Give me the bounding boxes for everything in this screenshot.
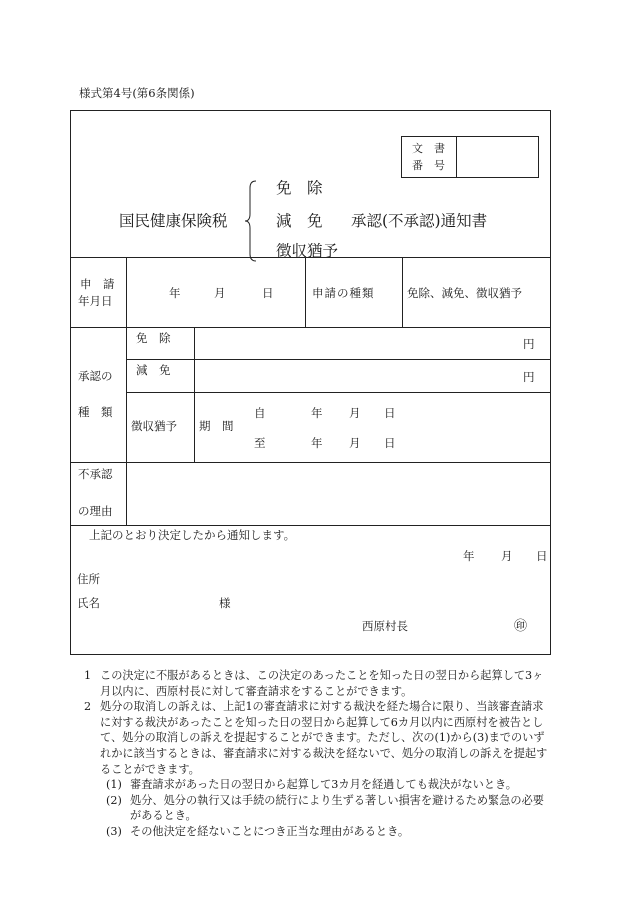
- application-year: 年: [169, 286, 181, 300]
- approval-exemption: 免 除: [136, 331, 171, 345]
- sub-note-number: (2): [106, 793, 122, 807]
- form-number: 様式第4号(第6条関係): [79, 86, 195, 100]
- approval-label-2: 種 類: [78, 405, 113, 419]
- application-day: 日: [262, 286, 274, 300]
- title-option-reduction: 減 免: [276, 212, 323, 230]
- note-number: 2: [84, 700, 92, 714]
- notice-statement: 上記のとおり決定したから通知します。: [89, 528, 296, 542]
- title-option-deferral: 徴収猶予: [276, 242, 339, 260]
- notes: [84, 668, 554, 840]
- period-to-month: 月: [349, 436, 361, 450]
- application-kind-label: 申請の種類: [312, 286, 375, 300]
- period-to-year: 年: [311, 436, 323, 450]
- sub-note-item: [84, 824, 554, 840]
- brace-icon: [243, 180, 259, 262]
- name-label: 氏名: [77, 596, 100, 610]
- application-date-label-2: 年月日: [78, 294, 113, 308]
- notice-day: 日: [536, 549, 548, 563]
- approval-exemption-yen: 円: [523, 337, 535, 351]
- note-text: この決定に不服があるときは、この決定のあったことを知った日の翌日から起算して3ヶ月以内に、西原村長に対して審査請求をすることができます。: [100, 669, 544, 698]
- rejection-label-1: 不承認: [78, 467, 113, 481]
- title-option-exemption: 免 除: [276, 179, 323, 197]
- sub-note-item: [84, 793, 554, 824]
- approval-period: 期 間: [199, 419, 234, 433]
- period-from-day: 日: [384, 406, 396, 420]
- doc-number-label-1: 文 書: [412, 142, 445, 155]
- note-item: [84, 699, 554, 777]
- approval-deferral: 徴収猶予: [131, 419, 177, 433]
- doc-number-label-2: 番 号: [412, 159, 445, 172]
- seal-icon: ㊞: [514, 619, 528, 634]
- note-number: 1: [84, 669, 92, 682]
- doc-number-box: [401, 136, 539, 178]
- sub-note-item: [84, 777, 554, 793]
- notice-month: 月: [501, 549, 513, 563]
- sub-note-number: (3): [106, 824, 122, 838]
- note-item: [84, 668, 554, 699]
- period-from-month: 月: [349, 406, 361, 420]
- application-date-label-1: 申 請: [80, 277, 115, 291]
- rejection-label-2: の理由: [78, 504, 113, 518]
- sub-note-text: その他決定を経ないことにつき正当な理由があるとき。: [130, 824, 410, 838]
- period-from-year: 年: [311, 406, 323, 420]
- address-label: 住所: [77, 572, 100, 586]
- honorific: 様: [219, 596, 231, 610]
- title-prefix: 国民健康保険税: [119, 212, 228, 230]
- period-from: 自: [254, 406, 266, 420]
- note-text: 処分の取消しの訴えは、上記1の審査請求に対する裁決を経た場合に限り、当該審査請求に対する裁決があったことを知った日の翌日から起算して6カ月以内に西原村を被告として、処分の取消しの訴えを提起することができます。ただし、次の(1)から(3)までのいずれかに該当するときは、審査請求に対する裁決を経ないで、処分の取消しの訴えを提起することができます。: [100, 700, 548, 776]
- approval-reduction-yen: 円: [523, 370, 535, 384]
- sub-note-text: 審査請求があった日の翌日から起算して3カ月を経過しても裁決がないとき。: [130, 778, 517, 792]
- period-to-day: 日: [384, 436, 396, 450]
- sub-note-text: 処分、処分の執行又は手続の続行により生ずる著しい損害を避けるため緊急の必要があるとき。: [130, 793, 544, 823]
- period-to: 至: [254, 436, 266, 450]
- issuer: 西原村長: [362, 619, 408, 633]
- notice-year: 年: [463, 549, 475, 563]
- approval-label-1: 承認の: [78, 369, 113, 383]
- application-kind-value: 免除、減免、徴収猶予: [407, 286, 522, 300]
- approval-reduction: 減 免: [136, 363, 171, 377]
- form-frame: [70, 110, 551, 655]
- application-month: 月: [214, 286, 226, 300]
- sub-note-number: (1): [106, 778, 122, 792]
- title-suffix: 承認(不承認)通知書: [351, 212, 488, 230]
